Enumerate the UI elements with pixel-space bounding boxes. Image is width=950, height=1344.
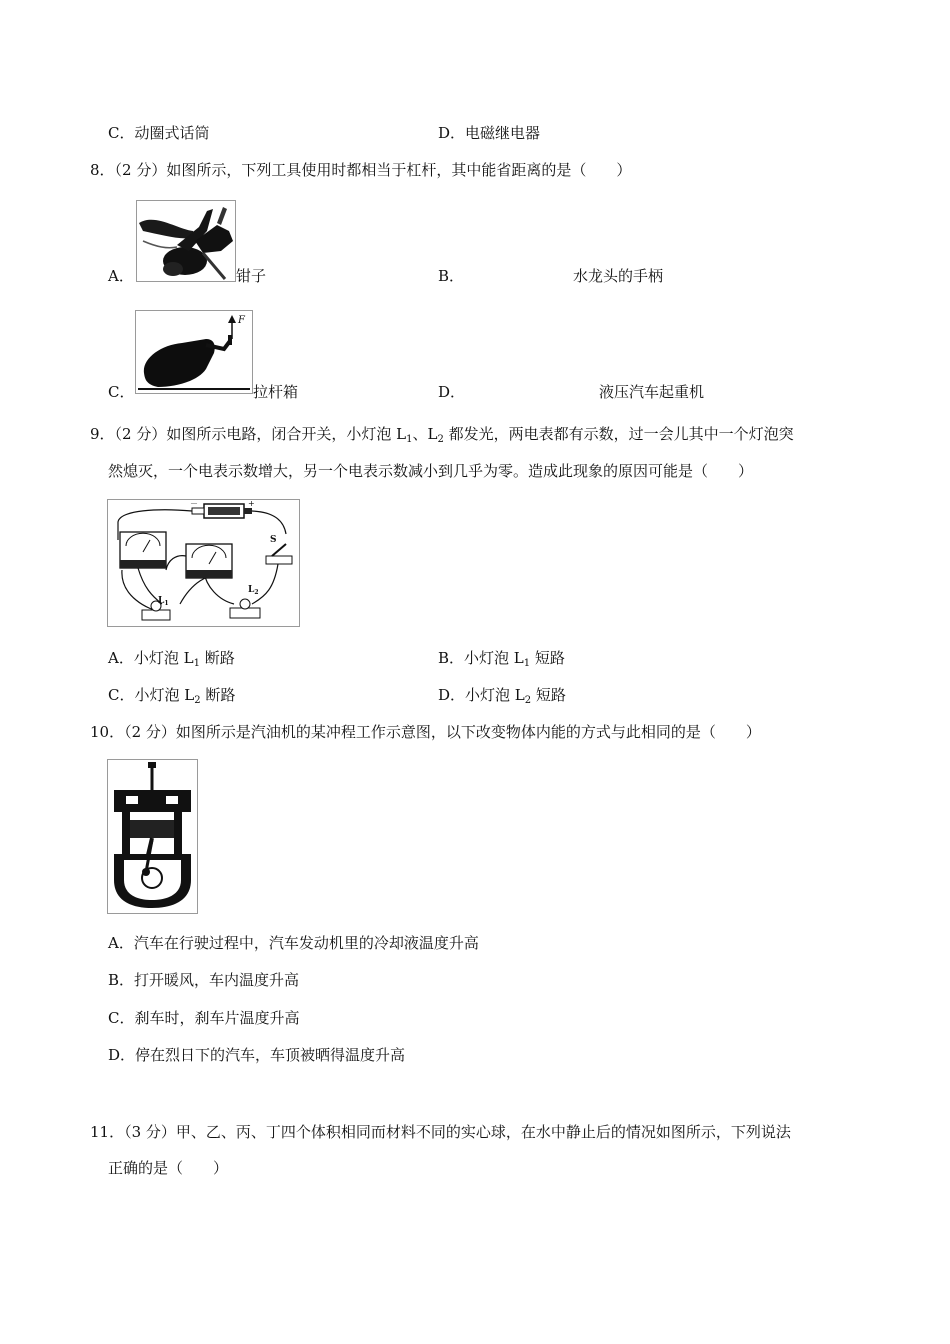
q9-option-b: B．小灯泡 $L_1$ 短路 [438, 649, 565, 669]
q8-option-d-text: 液压汽车起重机 [599, 383, 705, 401]
q11-stem-line2: 正确的是（ ） [108, 1159, 229, 1177]
pliers-image [136, 200, 236, 282]
q8-option-b-letter: B． [438, 267, 465, 285]
q8-option-a-text: 钳子 [236, 267, 267, 285]
q10-stem: 10．（2 分）如图所示是汽油机的某冲程工作示意图，以下改变物体内能的方式与此相同的是（ ） [90, 723, 761, 741]
svg-text:+: + [248, 500, 255, 508]
force-label: F [238, 315, 245, 326]
q8-option-c-letter: C． [108, 383, 135, 401]
q8-stem: 8．（2 分）如图所示，下列工具使用时都相当于杠杆，其中能省距离的是（ ） [90, 161, 632, 179]
circuit-image [107, 499, 300, 627]
svg-text:－: － [190, 500, 198, 508]
q10-option-c: C．刹车时，刹车片温度升高 [108, 1009, 300, 1027]
engine-image [107, 759, 198, 914]
lamp2-label: $L_2$ [248, 585, 259, 596]
trolley-case-image [135, 310, 253, 394]
q8-option-d-letter: D． [438, 383, 466, 401]
lamp1-label: $L_1$ [158, 596, 169, 607]
q8-option-b-text: 水龙头的手柄 [573, 267, 664, 285]
switch-label: S [270, 535, 277, 545]
q9-option-a: A．小灯泡 $L_1$ 断路 [108, 649, 235, 669]
q10-option-b: B．打开暖风，车内温度升高 [108, 971, 300, 989]
q9-option-c: C．小灯泡 $L_2$ 断路 [108, 686, 236, 706]
q9-stem-line2: 然熄灭，一个电表示数增大，另一个电表示数减小到几乎为零。造成此现象的原因可能是（ ） [108, 462, 754, 480]
q10-option-d: D．停在烈日下的汽车，车顶被晒得温度升高 [108, 1046, 406, 1064]
q7-option-c: C．动圈式话筒 [108, 124, 210, 142]
q8-option-c-text: 拉杆箱 [253, 383, 299, 401]
q9-option-d: D．小灯泡 $L_2$ 短路 [438, 686, 566, 706]
q7-option-d: D．电磁继电器 [438, 124, 541, 142]
q8-option-a-letter: A． [108, 267, 134, 285]
q9-stem-line1: 9．（2 分）如图所示电路，闭合开关，小灯泡 $L_1$、$L_2$ 都发光，两电表都有示数，过一会儿其中一个灯泡突 [90, 425, 794, 445]
q11-stem-line1: 11．（3 分）甲、乙、丙、丁四个体积相同而材料不同的实心球，在水中静止后的情况如图所示，下列说法 [90, 1123, 791, 1141]
q10-option-a: A．汽车在行驶过程中，汽车发动机里的冷却液温度升高 [108, 934, 479, 952]
